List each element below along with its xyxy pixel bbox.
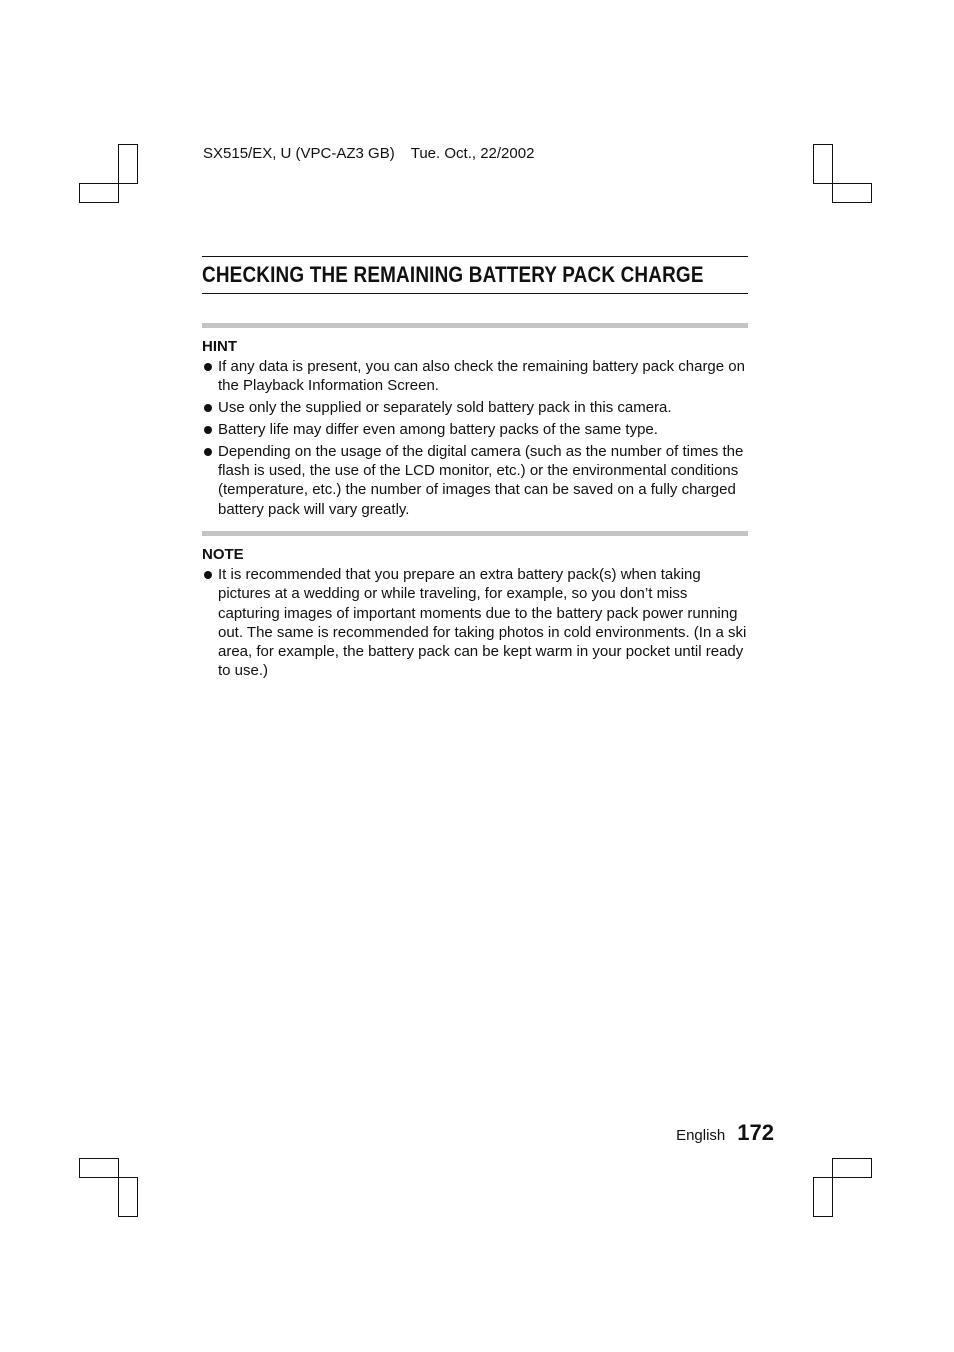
page-title: CHECKING THE REMAINING BATTERY PACK CHARGE	[202, 262, 704, 287]
note-divider	[202, 531, 748, 536]
page-footer	[676, 1120, 774, 1146]
bullet-icon	[204, 448, 212, 456]
list-item: If any data is present, you can also check the remaining battery pack charge on the Playback Information Screen.	[202, 357, 748, 396]
list-item: Battery life may differ even among battery packs of the same type.	[202, 420, 748, 439]
list-item: Depending on the usage of the digital camera (such as the number of times the flash is used, the use of the LCD monitor, etc.) or the environmental conditions (temperature, etc.) the number of images that can be saved on a fully charged battery pack will vary greatly.	[202, 442, 748, 519]
bullet-icon	[204, 404, 212, 412]
crop-mark-top-right-v	[813, 144, 833, 184]
hint-list	[202, 357, 748, 519]
crop-mark-top-right-h	[832, 183, 872, 203]
bullet-icon	[204, 426, 212, 434]
hint-divider	[202, 323, 748, 328]
footer-language: English	[676, 1127, 726, 1144]
header-date: Tue. Oct., 22/2002	[410, 145, 535, 162]
note-heading: NOTE	[202, 546, 244, 563]
bullet-icon	[204, 363, 212, 371]
bullet-icon	[204, 571, 212, 579]
page-title-box	[202, 256, 748, 294]
header-model: SX515/EX, U (VPC-AZ3 GB)	[203, 145, 395, 162]
crop-mark-bottom-left-v	[118, 1177, 138, 1217]
crop-mark-bottom-left-h	[79, 1158, 119, 1178]
crop-mark-bottom-right-v	[813, 1177, 833, 1217]
hint-heading: HINT	[202, 338, 237, 355]
page-number: 172	[737, 1120, 774, 1145]
crop-mark-top-left-h	[79, 183, 119, 203]
crop-mark-top-left-v	[118, 144, 138, 184]
list-item: Use only the supplied or separately sold battery pack in this camera.	[202, 398, 748, 417]
list-item: It is recommended that you prepare an extra battery pack(s) when taking pictures at a wedding or while traveling, for example, so you don’t miss capturing images of important moments due to the battery pack power running out. The same is recommended for taking photos in cold environments. (In a ski area, for example, the battery pack can be kept warm in your pocket until ready to use.)	[202, 565, 748, 681]
hint-section	[202, 323, 748, 521]
print-header	[203, 145, 534, 162]
note-section	[202, 531, 748, 683]
crop-mark-bottom-right-h	[832, 1158, 872, 1178]
note-list	[202, 565, 748, 681]
